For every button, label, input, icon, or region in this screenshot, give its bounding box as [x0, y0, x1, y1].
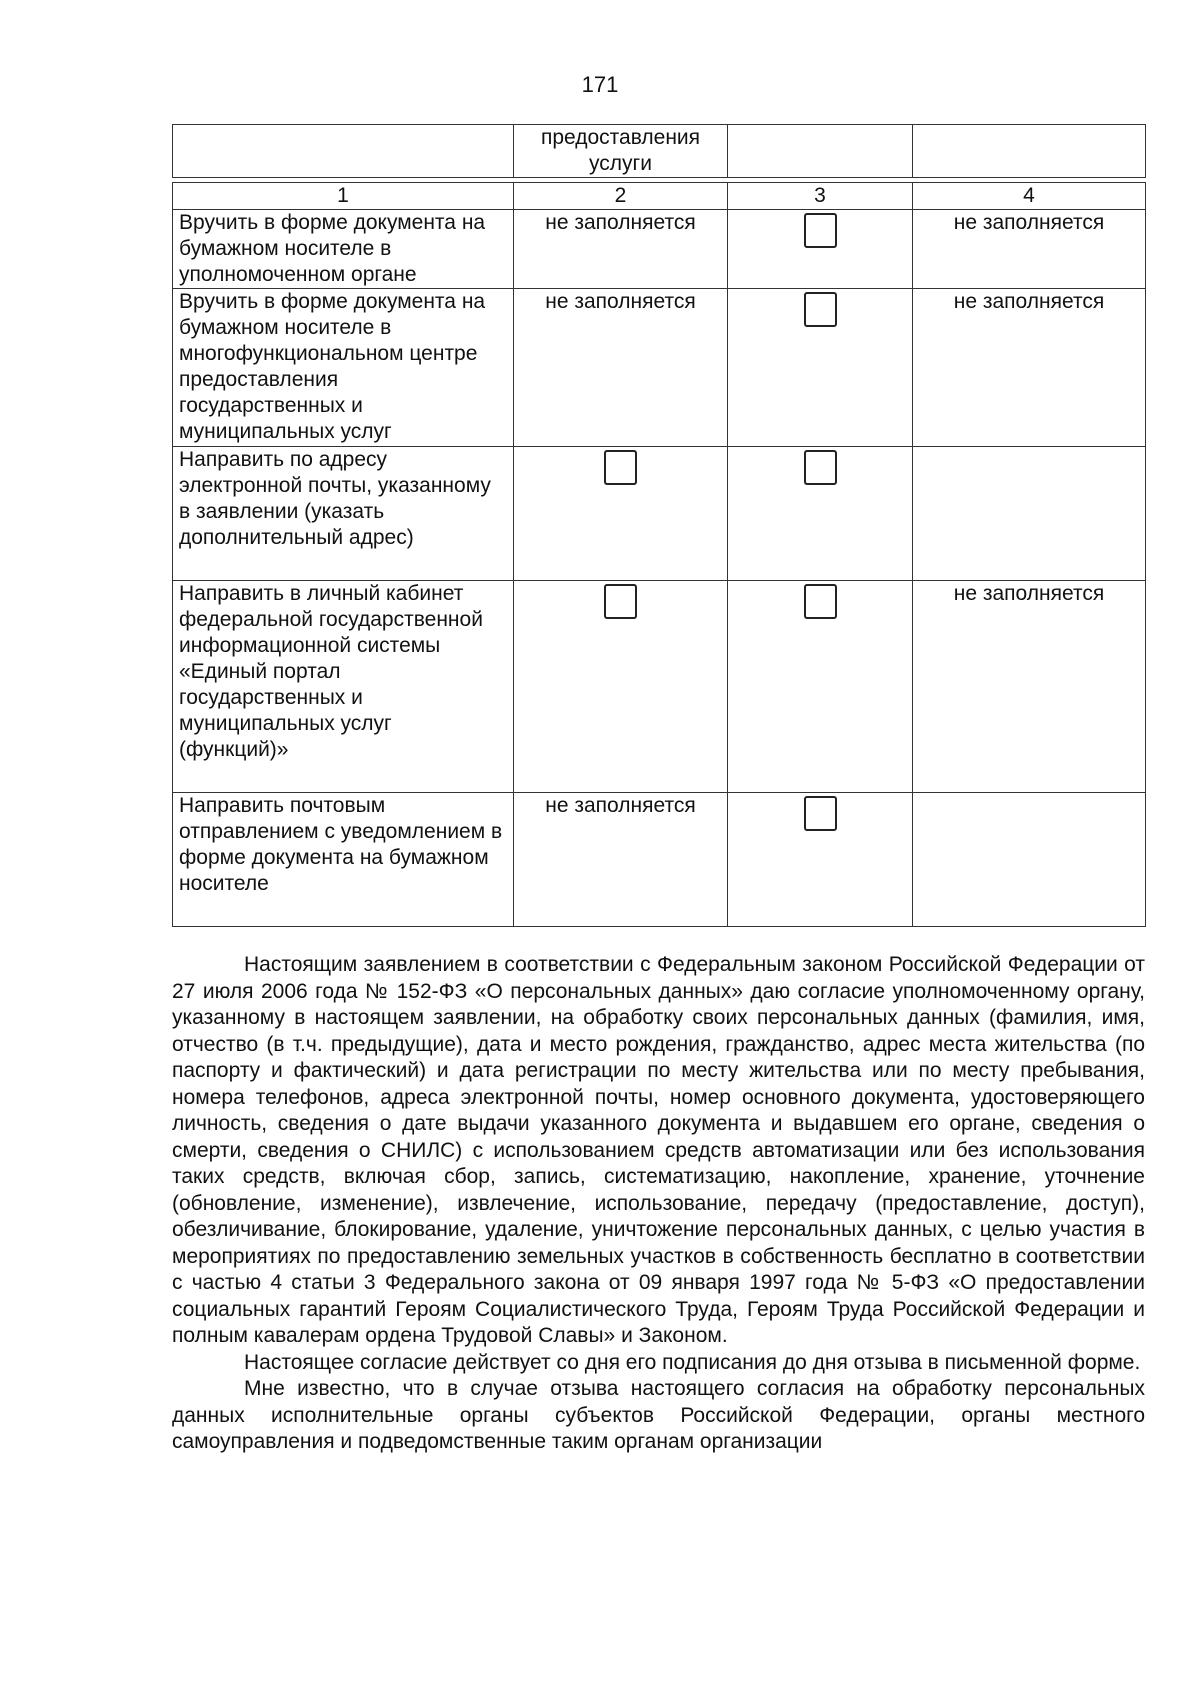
- table-row: [173, 793, 1146, 927]
- checkbox-cell: [728, 447, 913, 581]
- table-row: [173, 581, 1146, 793]
- column-number: 3: [728, 183, 913, 210]
- checkbox-cell: [728, 289, 913, 447]
- method-label: Направить почтовым отправлением с уведомлением в форме документа на бумажном носителе: [173, 793, 514, 927]
- checkbox[interactable]: [804, 796, 837, 831]
- table-row: [173, 447, 1146, 581]
- not-filled-label: не заполняется: [514, 210, 728, 289]
- empty-cell: [913, 447, 1146, 581]
- checkbox-cell: [514, 581, 728, 793]
- checkbox[interactable]: [804, 584, 837, 619]
- table-row: [173, 289, 1146, 447]
- header-cell-2: предоставления услуги: [514, 125, 728, 178]
- checkbox[interactable]: [804, 213, 837, 248]
- checkbox[interactable]: [804, 450, 837, 485]
- page-number: 171: [581, 72, 619, 97]
- header-cell-3: [728, 125, 913, 178]
- delivery-methods-table: [172, 182, 1146, 927]
- method-label: Вручить в форме документа на бумажном носителе в многофункциональном центре предоставления государственных и муниципальных услуг: [173, 289, 514, 447]
- not-filled-label: не заполняется: [514, 289, 728, 447]
- not-filled-label: не заполняется: [913, 210, 1146, 289]
- paragraph: Настоящее согласие действует со дня его подписания до дня отзыва в письменной форме.: [244, 1350, 1141, 1374]
- checkbox-cell: [728, 581, 913, 793]
- not-filled-label: не заполняется: [913, 581, 1146, 793]
- header-cell-1: [173, 125, 514, 178]
- checkbox-cell: [728, 210, 913, 289]
- method-label: Вручить в форме документа на бумажном носителе в уполномоченном органе: [173, 210, 514, 289]
- checkbox-cell: [514, 447, 728, 581]
- not-filled-label: не заполняется: [514, 793, 728, 927]
- consent-text: [172, 952, 1145, 1456]
- column-number: 2: [514, 183, 728, 210]
- checkbox[interactable]: [804, 292, 837, 327]
- method-label: Направить в личный кабинет федеральной государственной информационной системы «Единый портал государственных и муниципальных услуг (функций)»: [173, 581, 514, 793]
- column-number: 4: [913, 183, 1146, 210]
- paragraph: Настоящим заявлением в соответствии с Федеральным законом Российской Федерации от 27 июля 2006 года № 152-ФЗ «О персональных данных» даю согласие уполномоченному органу, указанному в настоящем заявлении, на обработку своих персональных данных (фамилия, имя, отчество (в т.ч. предыдущие), дата и место рождения, гражданство, адрес места жительства (по паспорту и фактический) и дата регистрации по месту жительства или по месту пребывания, номера телефонов, адреса электронной почты, номер основного документа, удостоверяющего личность, сведения о дате выдачи указанного документа и выдавшем его органе, сведения о смерти, сведения о СНИЛС) с использованием средств автоматизации или без использования таких средств, включая сбор, запись, систематизацию, накопление, хранение, уточнение (обновление, изменение), извлечение, использование, передачу (предоставление, доступ), обезличивание, блокирование, удаление, уничтожение персональных данных, с целью участия в мероприятиях по предоставлению земельных участков в собственность бесплатно в соответствии с частью 4 статьи 3 Федерального закона от 09 января 1997 года № 5-ФЗ «О предоставлении социальных гарантий Героям Социалистического Труда, Героям Труда Российской Федерации и полным кавалерам ордена Трудовой Славы» и Законом.: [172, 953, 1145, 1347]
- empty-cell: [913, 793, 1146, 927]
- column-number: 1: [173, 183, 514, 210]
- checkbox[interactable]: [604, 450, 637, 485]
- method-label: Направить по адресу электронной почты, указанному в заявлении (указать дополнительный адрес): [173, 447, 514, 581]
- header-cell-4: [913, 125, 1146, 178]
- checkbox-cell: [728, 793, 913, 927]
- column-numbers-row: [173, 183, 1146, 210]
- table-row: [173, 210, 1146, 289]
- not-filled-label: не заполняется: [913, 289, 1146, 447]
- table-header-continuation: [172, 124, 1146, 178]
- paragraph: Мне известно, что в случае отзыва настоящего согласия на обработку персональных данных исполнительные органы субъектов Российской Федерации, органы местного самоуправления и подведомственные таким органам организации: [172, 1377, 1145, 1453]
- checkbox[interactable]: [604, 584, 637, 619]
